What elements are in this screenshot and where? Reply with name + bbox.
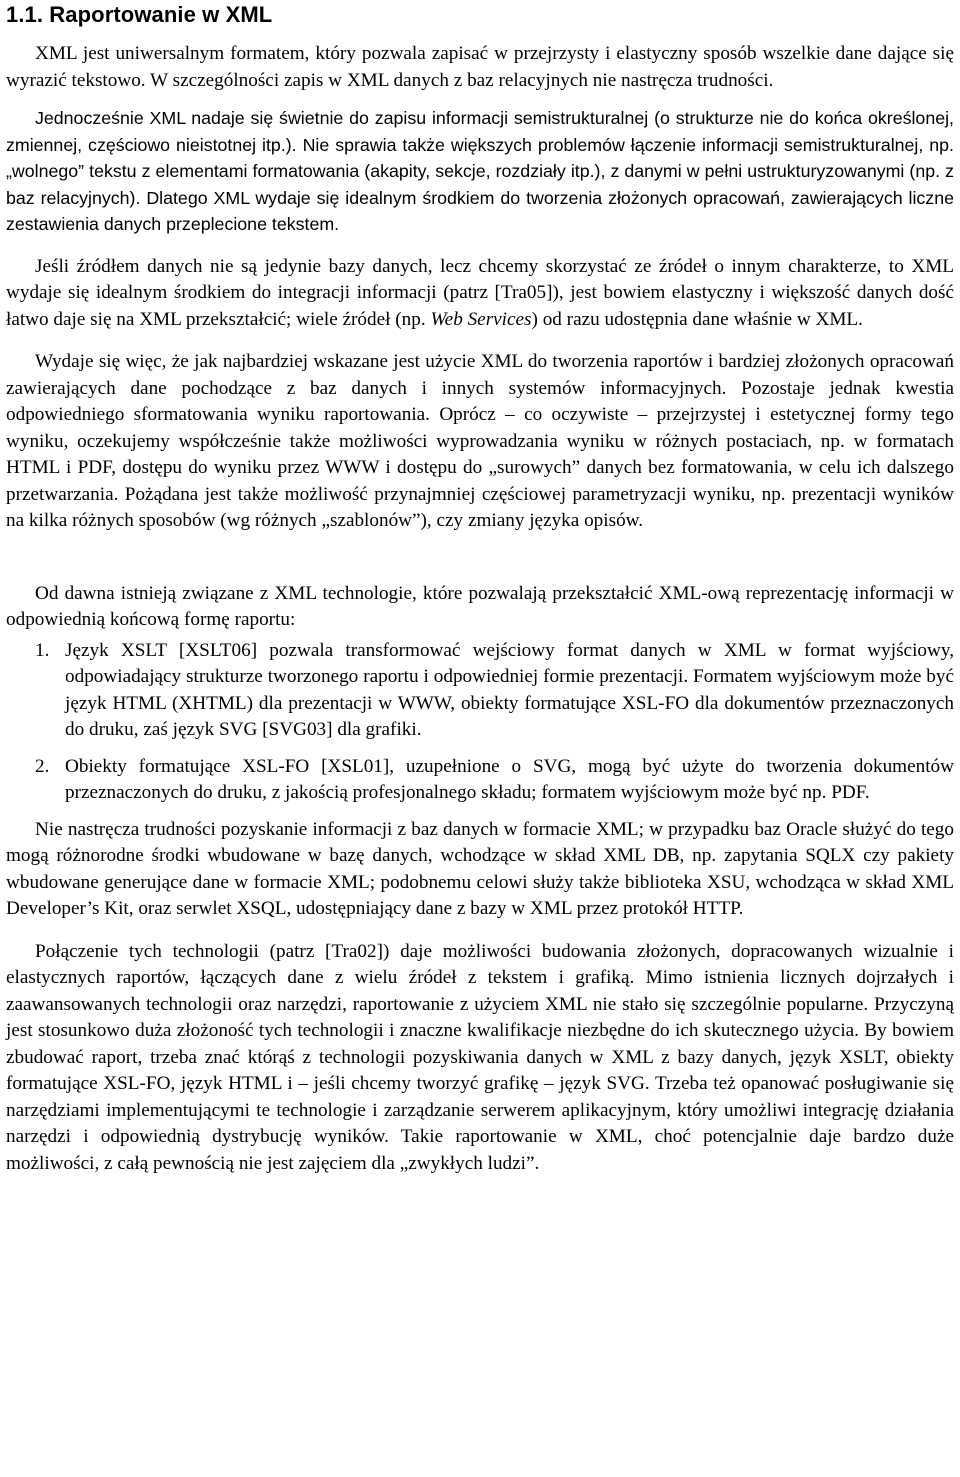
web-services-term: Web Services: [430, 308, 532, 330]
paragraph-semistructured-conclusion: Dlatego XML wydaje się idealnym środkiem do tworzenia złożonych opracowań, zawierających liczne zestawienia danych przeplecione tekstem.: [6, 187, 954, 234]
paragraph-intro: XML jest uniwersalnym formatem, który pozwala zapisać w przejrzysty i elastyczny sposób wszelkie dane dające się wyrazić tekstowo. W szczególności zapis w XML danych z baz relacyjnych nie nastręcza trudności.: [6, 43, 954, 91]
list-item-number: 2.: [35, 755, 50, 777]
list-item-text: Język XSLT [XSLT06] pozwala transformować wejściowy format danych w XML w format wyjściowy, odpowiadający strukturze tworzonego raportu i odpowiedniej formie prezentacji. Formatem wyjściowym może być język HTML (XHTML) dla prezentacji w WWW, obiekty formatujące XSL-FO dla dokumentów przeznaczonych do druku, zaś język SVG [SVG03] dla grafiki.: [65, 639, 954, 740]
list-item-number: 1.: [35, 639, 50, 661]
list-item: [6, 754, 954, 807]
paragraph-semistructured: [6, 105, 954, 238]
technology-list: [6, 638, 954, 807]
paragraph-integration: [6, 254, 954, 334]
paragraph-semistructured-text: Jednocześnie XML nadaje się świetnie do zapisu informacji semistrukturalnej (o strukturze nie do końca określonej, zmiennej, częściowo nieistotnej itp.). Nie sprawia także większych problemów łączenie informacji semistrukturalnej, np. „wolnego” tekstu z elementami formatowania (akapity, sekcje, rozdziały itp.), z danymi w pełni ustrukturyzowanymi (np. z baz relacyjnych).: [6, 108, 954, 208]
section-heading: 1.1. Raportowanie w XML: [6, 2, 273, 27]
paragraph-conclusion: Połączenie tych technologii (patrz [Tra02]) daje możliwości budowania złożonych, dopracowanych wizualnie i elastycznych raportów, łączących dane z wielu źródeł z tekstem i grafiką. Mimo istnienia licznych dojrzałych i zaawansowanych technologii oraz narzędzi, raportowanie z użyciem XML nie stało się szczególnie popularne. Przyczyną jest stosunkowo duża złożoność tych technologii i znaczne kwalifikacje niezbędne do ich skutecznego użycia. By bowiem zbudować raport, trzeba znać którąś z technologii pozyskiwania danych w XML z bazy danych, język XSLT, obiekty formatujące XSL-FO, język HTML i – jeśli chcemy tworzyć grafikę – język SVG. Trzeba też opanować posługiwanie się narzędziami implementującymi te technologie i zarządzanie serwerem aplikacyjnym, który umożliwi integrację działania narzędzi i odpowiednią dystrybucję wyników. Takie raportowanie w XML, choć potencjalnie daje bardzo duże możliwości, z całą pewnością nie jest zajęciem dla „zwykłych ludzi”.: [6, 940, 954, 1174]
paragraph-integration-text: Jeśli źródłem danych nie są jedynie bazy danych, lecz chcemy skorzystać ze źródeł o innym charakterze, to XML wydaje się idealnym środkiem do integracji informacji (patrz [Tra05]), jest bowiem elastyczny i większość danych dość łatwo daje się na XML przekształcić; wiele źródeł (np.: [6, 255, 954, 330]
list-item-text: Obiekty formatujące XSL-FO [XSL01], uzupełnione o SVG, mogą być użyte do tworzenia dokumentów przeznaczonych do druku, z jakością profesjonalnego składu; formatem wyjściowym może być np. PDF.: [65, 755, 954, 803]
document-page: [6, 0, 954, 1177]
paragraph-oracle: Nie nastręcza trudności pozyskanie informacji z baz danych w formacie XML; w przypadku baz Oracle służyć do tego mogą różnorodne środki wbudowane w bazę danych, wchodzące w skład XML DB, np. zapytania SQLX czy pakiety wbudowane generujące dane w formacie XML; podobnemu celowi służy także biblioteka XSU, wchodząca w skład XML Developer’s Kit, oraz serwlet XSQL, udostępniający dane z bazy w XML przez protokół HTTP.: [6, 818, 954, 919]
paragraph-integration-end: ) od razu udostępnia dane właśnie w XML.: [531, 308, 863, 330]
paragraph-technologies: Od dawna istnieją związane z XML technologie, które pozwalają przekształcić XML-ową reprezentację informacji w odpowiednią końcową formę raportu:: [6, 582, 954, 630]
paragraph-formatting: Wydaje się więc, że jak najbardziej wskazane jest użycie XML do tworzenia raportów i bardziej złożonych opracowań zawierających dane pochodzące z baz danych i innych systemów informacyjnych. Pozostaje jednak kwestia odpowiedniego sformatowania wyniku raportowania. Oprócz – co oczywiste – przejrzystej i estetycznej formy tego wyniku, oczekujemy współcześnie także możliwości wyprowadzania wyniku w różnych postaciach, np. w formatach HTML i PDF, dostępu do wyniku przez WWW i dostępu do „surowych” danych bez formatowania, w celu ich dalszego przetwarzania. Pożądana jest także możliwość przynajmniej częściowej parametryzacji wyniku, np. prezentacji wyników na kilka różnych sposobów (wg różnych „szablonów”), czy zmiany języka opisów.: [6, 351, 954, 531]
list-item: [6, 638, 954, 744]
